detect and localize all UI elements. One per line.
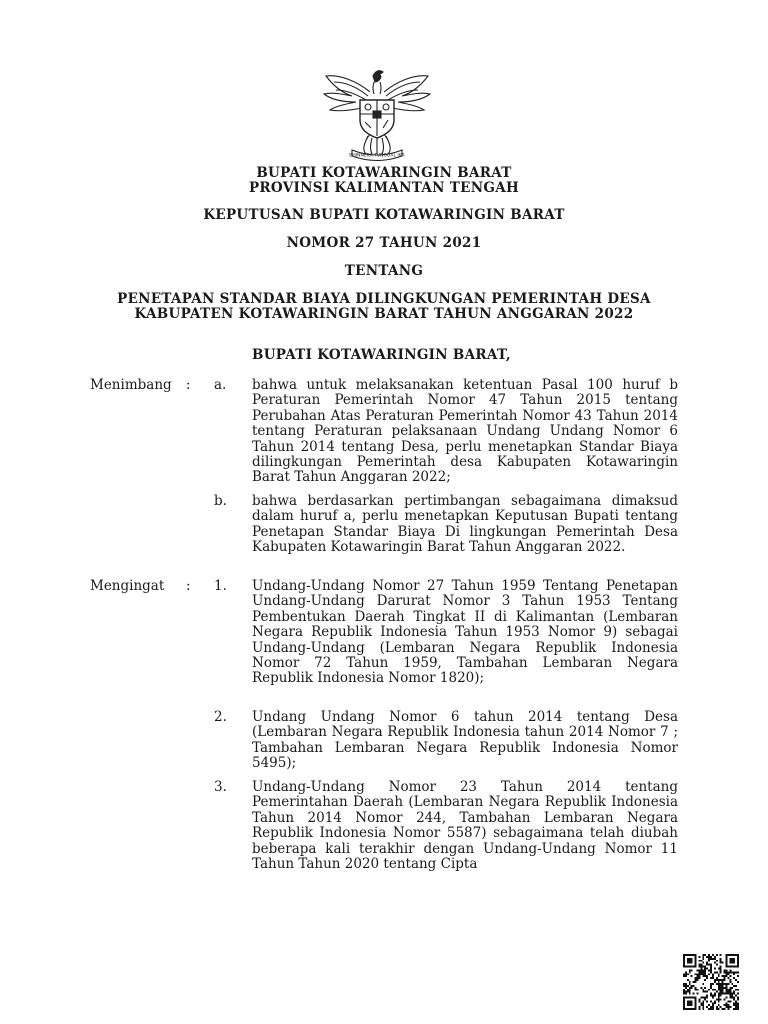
menimbang-label: Menimbang bbox=[90, 377, 172, 393]
mengingat-item-1: Undang-Undang Nomor 27 Tahun 1959 Tentang Penetapan Undang-Undang Darurat Nomor 3 Tahun 1953 Tentang Pembentukan Daerah Tingkat II di Kalimantan (Lembaran Negara Republik Indonesia Tahun 1953 Nomor 9) sebagai Undang-Undang (Lembaran Negara Republik Indonesia Nomor 72 Tahun 1959, Tambahan Lembaran Negara Republik Indonesia Nomor 1820); bbox=[252, 578, 678, 687]
issuer-line2: PROVINSI KALIMANTAN TENGAH bbox=[248, 180, 520, 196]
mengingat-marker-1: 1. bbox=[214, 578, 227, 594]
menimbang-item-b: bahwa berdasarkan pertimbangan sebagaimana dimaksud dalam huruf a, perlu menetapkan Keputusan Bupati tentang Penetapan Standar Biaya Di lingkungan Pemerintah Desa Kabupaten Kotawaringin Barat Tahun Anggaran 2022. bbox=[252, 493, 678, 556]
menimbang-marker-a: a. bbox=[214, 377, 227, 393]
about-label: TENTANG bbox=[344, 263, 424, 279]
garuda-emblem-icon bbox=[318, 62, 436, 162]
mengingat-item-2: Undang Undang Nomor 6 tahun 2014 tentang Desa (Lembaran Negara Republik Indonesia tahun 2014 Nomor 7 ; Tambahan Lembaran Negara Republik Indonesia Nomor 5495); bbox=[252, 709, 678, 772]
qr-code-icon bbox=[683, 954, 739, 1010]
mengingat-marker-2: 2. bbox=[214, 709, 227, 725]
issuer-heading: BUPATI KOTAWARINGIN BARAT, bbox=[252, 347, 511, 363]
menimbang-marker-b: b. bbox=[214, 493, 227, 509]
decree-number: NOMOR 27 TAHUN 2021 bbox=[286, 235, 482, 251]
mengingat-item-3: Undang-Undang Nomor 23 Tahun 2014 tentang Pemerintahan Daerah (Lembaran Negara Republik Indonesia Tahun 2014 Nomor 244, Tambahan Lembaran Negara Republik Indonesia Nomor 5587) sebagaimana telah diubah beberapa kali terakhir dengan Undang-Undang Nomor 11 Tahun Tahun 2020 tentang Cipta bbox=[252, 779, 678, 873]
mengingat-colon: : bbox=[186, 578, 191, 594]
subject-line2: KABUPATEN KOTAWARINGIN BARAT TAHUN ANGGARAN 2022 bbox=[134, 306, 634, 322]
mengingat-marker-3: 3. bbox=[214, 779, 227, 795]
issuer-line1: BUPATI KOTAWARINGIN BARAT bbox=[256, 165, 512, 181]
decree-title: KEPUTUSAN BUPATI KOTAWARINGIN BARAT bbox=[203, 207, 565, 223]
emblem-motto: BHINNEKA TUNGGAL IKA bbox=[349, 153, 405, 159]
menimbang-colon: : bbox=[186, 377, 191, 393]
menimbang-item-a: bahwa untuk melaksanakan ketentuan Pasal 100 huruf b Peraturan Pemerintah Nomor 47 Tahun 2015 tentang Perubahan Atas Peraturan Pemerintah Nomor 43 Tahun 2014 tentang Peraturan pelaksanaan Undang Undang Nomor 6 Tahun 2014 tentang Desa, perlu menetapkan Standar Biaya dilingkungan Pemerintah desa Kabupaten Kotawaringin Barat Tahun Anggaran 2022; bbox=[252, 377, 678, 486]
subject-line1: PENETAPAN STANDAR BIAYA DILINGKUNGAN PEMERINTAH DESA bbox=[117, 291, 651, 307]
mengingat-label: Mengingat bbox=[90, 578, 165, 594]
